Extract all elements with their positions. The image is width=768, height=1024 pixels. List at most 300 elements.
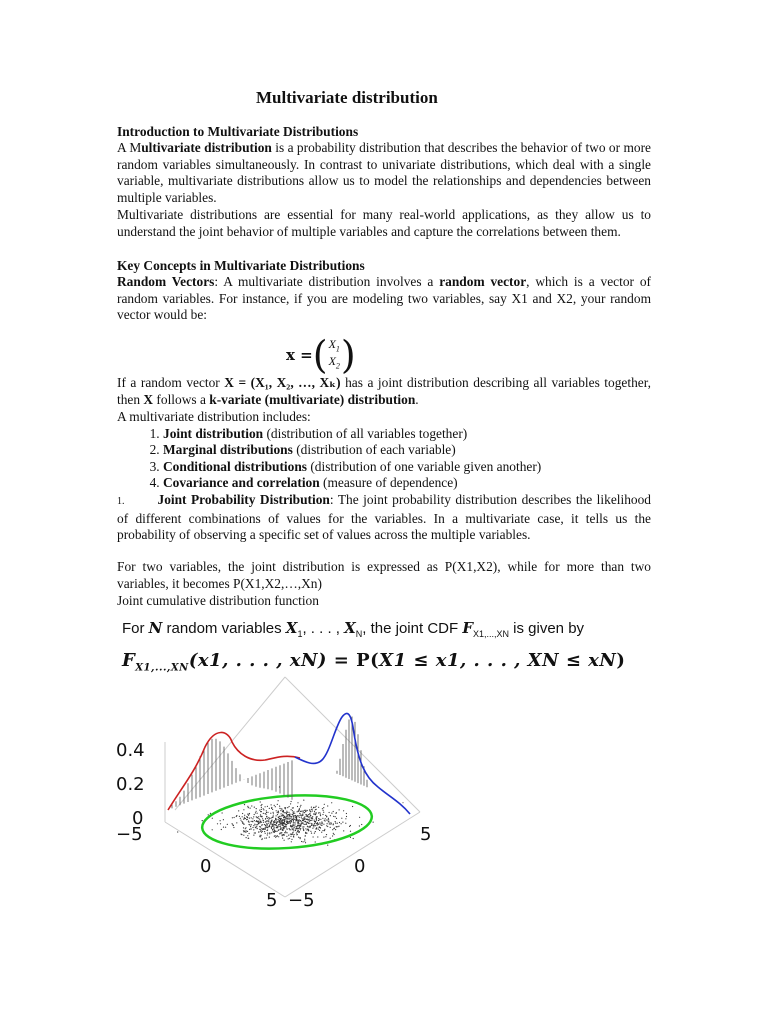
z-tick-label: 0.4: [116, 740, 145, 761]
scatter-point: [287, 815, 288, 816]
scatter-point: [294, 834, 295, 835]
scatter-point: [267, 818, 268, 819]
scatter-point: [282, 820, 283, 821]
scatter-point: [255, 832, 256, 833]
scatter-point: [291, 809, 292, 810]
scatter-point: [271, 832, 272, 833]
scatter-point: [278, 811, 279, 812]
scatter-point: [345, 823, 346, 824]
scatter-point: [306, 819, 307, 820]
scatter-point: [271, 826, 272, 827]
scatter-point: [327, 826, 328, 827]
scatter-point: [262, 824, 263, 825]
y-tick-label: 0: [354, 856, 366, 877]
scatter-point: [298, 837, 299, 838]
scatter-point: [276, 823, 277, 824]
scatter-point: [342, 822, 343, 823]
scatter-point: [303, 819, 304, 820]
scatter-point: [259, 829, 260, 830]
scatter-point: [282, 838, 283, 839]
list-item: 1. Joint distribution (distribution of all variables together): [163, 426, 653, 442]
scatter-point: [280, 819, 281, 820]
scatter-point: [304, 839, 305, 840]
scatter-point: [260, 801, 261, 802]
scatter-point: [256, 808, 257, 809]
scatter-point: [265, 806, 266, 807]
scatter-point: [293, 818, 294, 819]
scatter-point: [290, 836, 291, 837]
scatter-point: [277, 804, 278, 805]
scatter-point: [323, 824, 324, 825]
scatter-point: [262, 838, 263, 839]
scatter-point: [295, 828, 296, 829]
scatter-point: [267, 812, 268, 813]
scatter-point: [260, 835, 261, 836]
scatter-point: [281, 815, 282, 816]
scatter-point: [359, 817, 360, 818]
scatter-point: [276, 825, 277, 826]
scatter-point: [335, 829, 336, 830]
scatter-point: [299, 825, 300, 826]
scatter-point: [350, 831, 351, 832]
scatter-point: [248, 815, 249, 816]
scatter-point: [268, 826, 269, 827]
scatter-point: [313, 824, 314, 825]
scatter-point: [295, 819, 296, 820]
scatter-point: [290, 816, 291, 817]
scatter-point: [308, 823, 309, 824]
scatter-point: [251, 817, 252, 818]
scatter-point: [359, 825, 360, 826]
scatter-point: [282, 829, 283, 830]
scatter-point: [282, 822, 283, 823]
scatter-point: [270, 813, 271, 814]
joint-probability-section: 1. Joint Probability Distribution: The joint probability distribution describes the likelihood of different combinations of values for the variables. In a multivariate case, it tells us the probability of observing a specific set of values across the multiple variables.: [117, 492, 651, 543]
scatter-point: [285, 826, 286, 827]
scatter-point: [298, 822, 299, 823]
scatter-point: [277, 826, 278, 827]
scatter-point: [300, 805, 301, 806]
scatter-point: [249, 833, 250, 834]
scatter-point: [321, 825, 322, 826]
scatter-point: [331, 813, 332, 814]
scatter-point: [316, 828, 317, 829]
scatter-point: [333, 833, 334, 834]
scatter-point: [314, 833, 315, 834]
scatter-point: [323, 807, 324, 808]
scatter-point: [266, 837, 267, 838]
scatter-point: [312, 828, 313, 829]
scatter-point: [293, 836, 294, 837]
scatter-point: [303, 810, 304, 811]
scatter-point: [258, 818, 259, 819]
scatter-point: [350, 825, 351, 826]
scatter-point: [307, 816, 308, 817]
scatter-point: [258, 816, 259, 817]
scatter-point: [270, 818, 271, 819]
scatter-point: [310, 831, 311, 832]
scatter-point: [281, 821, 282, 822]
scatter-point: [295, 826, 296, 827]
scatter-point: [335, 821, 336, 822]
scatter-point: [326, 820, 327, 821]
scatter-point: [314, 825, 315, 826]
scatter-point: [310, 815, 311, 816]
scatter-point: [289, 838, 290, 839]
scatter-point: [291, 841, 292, 842]
scatter-point: [318, 807, 319, 808]
scatter-point: [276, 815, 277, 816]
scatter-point: [306, 815, 307, 816]
scatter-point: [361, 824, 362, 825]
scatter-point: [298, 830, 299, 831]
scatter-point: [304, 810, 305, 811]
scatter-point: [244, 804, 245, 805]
scatter-point: [305, 842, 306, 843]
scatter-point: [308, 829, 309, 830]
scatter-point: [259, 810, 260, 811]
scatter-point: [307, 826, 308, 827]
scatter-point: [257, 828, 258, 829]
scatter-point: [291, 839, 292, 840]
scatter-point: [273, 828, 274, 829]
scatter-point: [284, 807, 285, 808]
scatter-point: [291, 825, 292, 826]
scatter-point: [337, 826, 338, 827]
scatter-point: [227, 824, 228, 825]
scatter-point: [304, 840, 305, 841]
scatter-point: [274, 805, 275, 806]
scatter-point: [293, 820, 294, 821]
scatter-point: [253, 825, 254, 826]
scatter-point: [326, 816, 327, 817]
scatter-point: [307, 810, 308, 811]
scatter-point: [308, 826, 309, 827]
scatter-point: [319, 819, 320, 820]
scatter-point: [329, 822, 330, 823]
scatter-point: [245, 828, 246, 829]
scatter-point: [291, 816, 292, 817]
scatter-point: [246, 837, 247, 838]
scatter-point: [277, 827, 278, 828]
scatter-point: [266, 812, 267, 813]
scatter-point: [265, 821, 266, 822]
intro-paragraph-1: A Multivariate distribution is a probability distribution that describes the behavior of two or more random variables simultaneously. In contrast to univariate distributions, which deal with a single variable, multivariate distributions allow us to model the relationships and dependencies between multiple variables.: [117, 140, 651, 205]
scatter-point: [254, 832, 255, 833]
scatter-point: [261, 804, 262, 805]
scatter-point: [349, 826, 350, 827]
scatter-point: [329, 823, 330, 824]
scatter-point: [305, 810, 306, 811]
scatter-point: [256, 811, 257, 812]
scatter-point: [322, 808, 323, 809]
scatter-point: [247, 819, 248, 820]
scatter-point: [291, 834, 292, 835]
scatter-point: [245, 832, 246, 833]
scatter-point: [247, 814, 248, 815]
scatter-point: [270, 822, 271, 823]
scatter-point: [265, 825, 266, 826]
y-tick-label: 5: [420, 824, 432, 845]
scatter-point: [263, 822, 264, 823]
scatter-point: [338, 826, 339, 827]
scatter-point: [220, 823, 221, 824]
scatter-point: [265, 827, 266, 828]
scatter-point: [301, 817, 302, 818]
bivariate-distribution-plot: [110, 672, 460, 917]
scatter-point: [321, 821, 322, 822]
scatter-point: [326, 825, 327, 826]
scatter-point: [336, 826, 337, 827]
scatter-point: [263, 808, 264, 809]
scatter-point: [276, 819, 277, 820]
scatter-point: [285, 818, 286, 819]
scatter-point: [271, 817, 272, 818]
scatter-point: [316, 823, 317, 824]
scatter-point: [327, 845, 328, 846]
scatter-point: [334, 828, 335, 829]
scatter-point: [293, 813, 294, 814]
scatter-point: [285, 831, 286, 832]
scatter-point: [335, 823, 336, 824]
scatter-point: [317, 823, 318, 824]
scatter-point: [328, 818, 329, 819]
scatter-point: [290, 825, 291, 826]
cdf-label: Joint cumulative distribution function: [117, 593, 319, 608]
scatter-point: [308, 814, 309, 815]
scatter-point: [257, 813, 258, 814]
scatter-point: [267, 834, 268, 835]
scatter-point: [315, 807, 316, 808]
scatter-point: [297, 811, 298, 812]
scatter-point: [316, 818, 317, 819]
right-marginal-stems: [310, 717, 403, 804]
scatter-point: [352, 806, 353, 807]
scatter-point: [286, 822, 287, 823]
scatter-point: [278, 836, 279, 837]
scatter-point: [333, 811, 334, 812]
scatter-point: [293, 816, 294, 817]
scatter-point: [267, 825, 268, 826]
scatter-point: [294, 813, 295, 814]
scatter-point: [315, 841, 316, 842]
scatter-point: [275, 818, 276, 819]
scatter-point: [283, 817, 284, 818]
scatter-point: [217, 823, 218, 824]
includes-list: [117, 426, 653, 492]
scatter-point: [261, 832, 262, 833]
scatter-point: [294, 824, 295, 825]
scatter-point: [249, 824, 250, 825]
scatter-point: [283, 815, 284, 816]
scatter-point: [309, 810, 310, 811]
scatter-point: [233, 825, 234, 826]
scatter-point: [293, 828, 294, 829]
scatter-point: [290, 829, 291, 830]
scatter-point: [287, 832, 288, 833]
scatter-point: [273, 815, 274, 816]
scatter-point: [260, 814, 261, 815]
scatter-point: [249, 813, 250, 814]
scatter-point: [318, 829, 319, 830]
scatter-point: [265, 833, 266, 834]
scatter-point: [246, 830, 247, 831]
scatter-point: [315, 822, 316, 823]
scatter-point: [316, 812, 317, 813]
scatter-point: [290, 823, 291, 824]
scatter-point: [275, 837, 276, 838]
scatter-point: [292, 829, 293, 830]
scatter-point: [268, 821, 269, 822]
scatter-point: [303, 841, 304, 842]
scatter-point: [287, 812, 288, 813]
scatter-point: [271, 804, 272, 805]
scatter-point: [261, 816, 262, 817]
scatter-point: [300, 820, 301, 821]
scatter-point: [309, 816, 310, 817]
scatter-point: [333, 823, 334, 824]
scatter-point: [297, 802, 298, 803]
scatter-point: [306, 822, 307, 823]
scatter-point: [277, 831, 278, 832]
scatter-point: [280, 827, 281, 828]
scatter-point: [330, 824, 331, 825]
scatter-point: [286, 813, 287, 814]
scatter-point: [261, 805, 262, 806]
scatter-point: [284, 832, 285, 833]
scatter-point: [311, 825, 312, 826]
scatter-point: [263, 809, 264, 810]
scatter-point: [320, 824, 321, 825]
scatter-point: [280, 822, 281, 823]
scatter-point: [278, 816, 279, 817]
scatter-point: [320, 819, 321, 820]
scatter-point: [272, 829, 273, 830]
scatter-point: [291, 821, 292, 822]
scatter-point: [296, 832, 297, 833]
scatter-point: [232, 823, 233, 824]
scatter-point: [239, 816, 240, 817]
cdf-definition-line-1: For N random variables $X_1$, . . . , $X_N$, the joint CDF $F_{X1,...,XN}$ is given by: [122, 619, 585, 639]
scatter-point: [297, 821, 298, 822]
y-tick-label: −5: [288, 890, 315, 911]
scatter-point: [255, 827, 256, 828]
scatter-point: [282, 827, 283, 828]
scatter-point: [222, 812, 223, 813]
scatter-point: [253, 829, 254, 830]
scatter-point: [311, 820, 312, 821]
scatter-point: [272, 809, 273, 810]
scatter-point: [233, 827, 234, 828]
scatter-point: [336, 818, 337, 819]
scatter-point: [315, 831, 316, 832]
scatter-point: [244, 818, 245, 819]
scatter-point: [305, 824, 306, 825]
scatter-point: [302, 822, 303, 823]
scatter-point: [274, 821, 275, 822]
scatter-point: [304, 819, 305, 820]
scatter-point: [242, 816, 243, 817]
scatter-point: [274, 836, 275, 837]
scatter-point: [221, 829, 222, 830]
scatter-point: [289, 828, 290, 829]
scatter-point: [259, 826, 260, 827]
scatter-point: [341, 818, 342, 819]
scatter-point: [271, 807, 272, 808]
scatter-point: [202, 820, 203, 821]
scatter-point: [295, 815, 296, 816]
scatter-point: [346, 816, 347, 817]
scatter-point: [258, 823, 259, 824]
scatter-point: [259, 822, 260, 823]
scatter-point: [247, 831, 248, 832]
scatter-point: [285, 832, 286, 833]
scatter-point: [284, 816, 285, 817]
scatter-point: [323, 837, 324, 838]
scatter-point: [255, 812, 256, 813]
scatter-point: [268, 817, 269, 818]
scatter-point: [324, 829, 325, 830]
scatter-point: [283, 822, 284, 823]
scatter-point: [269, 832, 270, 833]
scatter-point: [295, 830, 296, 831]
scatter-point: [305, 835, 306, 836]
scatter-point: [261, 811, 262, 812]
scatter-point: [274, 822, 275, 823]
scatter-point: [293, 807, 294, 808]
scatter-point: [318, 818, 319, 819]
scatter-point: [256, 816, 257, 817]
scatter-point: [298, 828, 299, 829]
scatter-point: [292, 832, 293, 833]
scatter-point: [303, 812, 304, 813]
scatter-point: [262, 831, 263, 832]
scatter-point: [282, 835, 283, 836]
scatter-point: [212, 829, 213, 830]
scatter-point: [300, 829, 301, 830]
scatter-point: [373, 822, 374, 823]
scatter-point: [289, 815, 290, 816]
scatter-point: [304, 817, 305, 818]
scatter-point: [244, 817, 245, 818]
scatter-point: [289, 814, 290, 815]
scatter-point: [314, 820, 315, 821]
scatter-point: [293, 821, 294, 822]
scatter-point: [225, 827, 226, 828]
scatter-point: [328, 819, 329, 820]
scatter-point: [267, 820, 268, 821]
scatter-point: [267, 824, 268, 825]
scatter-point: [292, 810, 293, 811]
scatter-point: [275, 821, 276, 822]
scatter-point: [258, 831, 259, 832]
scatter-point: [256, 824, 257, 825]
scatter-point: [250, 826, 251, 827]
scatter-point: [289, 818, 290, 819]
scatter-point: [280, 810, 281, 811]
scatter-point: [313, 836, 314, 837]
scatter-point: [320, 827, 321, 828]
scatter-point: [298, 815, 299, 816]
scatter-point: [312, 810, 313, 811]
scatter-point: [269, 808, 270, 809]
scatter-point: [339, 809, 340, 810]
scatter-point: [281, 832, 282, 833]
scatter-point: [350, 837, 351, 838]
scatter-point: [269, 824, 270, 825]
scatter-point: [332, 835, 333, 836]
scatter-point: [325, 836, 326, 837]
